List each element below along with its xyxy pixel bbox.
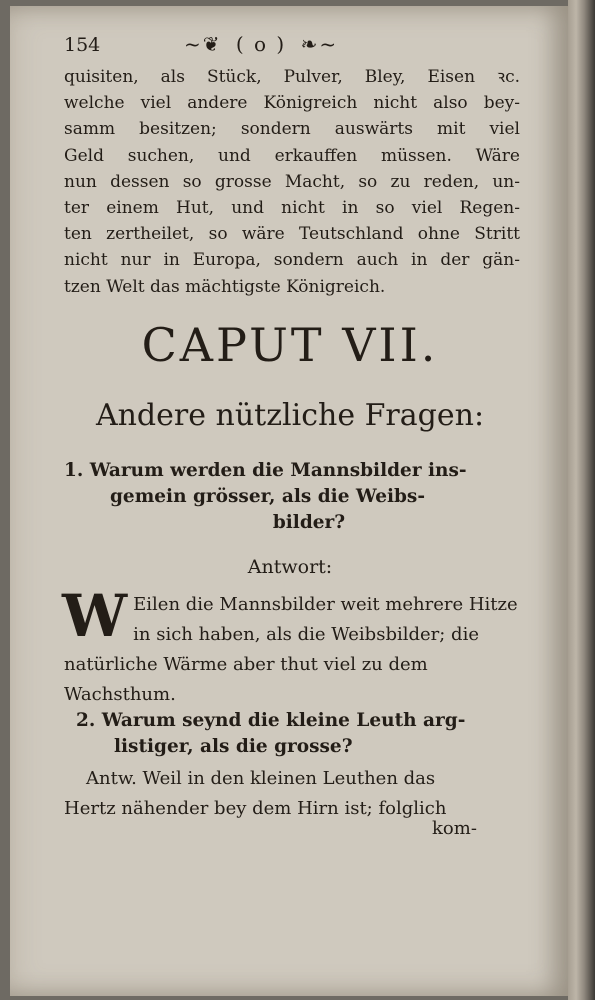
question-1-line: bilder? (272, 512, 346, 533)
body-line: welche viel andere Königreich nicht also bey- (64, 93, 520, 114)
body-line: ter einem Hut, und nicht in so viel Regen- (64, 198, 520, 219)
body-line: samm besitzen; sondern auswärts mit viel (64, 119, 520, 140)
ornament-right: ❧~ (300, 32, 339, 56)
page-edge (568, 0, 595, 1000)
answer-1 (62, 582, 520, 710)
answer-1-line: Wachsthum. (64, 684, 176, 705)
body-line: Geld suchen, und erkauffen müssen. Wäre (64, 145, 520, 166)
chapter-subtitle: Andere nützliche Fragen: (95, 398, 485, 433)
answer-1-line: natürliche Wärme aber thut viel zu dem (64, 654, 428, 675)
drop-cap: W (62, 582, 128, 650)
body-line: tzen Welt das mächtigste Königreich. (64, 276, 386, 297)
answer-label: Antwort: (247, 556, 333, 578)
body-line: ten zertheilet, so wäre Teutschland ohne Stritt (64, 224, 520, 245)
answer-2-line: Hertz nähender bey dem Hirn ist; folglich (64, 798, 447, 819)
page-number: 154 (64, 34, 101, 56)
answer-1-line: in sich haben, als die Weibsbilder; die (133, 624, 479, 645)
question-1-line: 1. Warum werden die Mannsbilder ins- (64, 460, 467, 481)
body-paragraph (64, 64, 520, 300)
running-header (64, 34, 524, 62)
body-line: nun dessen so grosse Macht, so zu reden, un- (64, 171, 520, 192)
answer-1-line: Eilen die Mannsbilder weit mehrere Hitze (133, 594, 518, 615)
body-line: nicht nur in Europa, sondern auch in der gän- (64, 250, 520, 271)
body-line: quisiten, als Stück, Pulver, Bley, Eisen ꝛc. (64, 67, 520, 87)
question-2 (64, 708, 524, 760)
answer-2-line: Antw. Weil in den kleinen Leuthen das (86, 768, 436, 789)
catchword: kom- (432, 818, 477, 839)
ornament-center: ( o ) (235, 32, 287, 56)
question-1-line: gemein grösser, als die Weibs- (110, 486, 426, 507)
question-2-line: listiger, als die grosse? (114, 736, 353, 757)
header-ornament (184, 32, 338, 56)
ornament-left: ~❦ (184, 32, 222, 56)
chapter-title: CAPUT VII. (141, 318, 439, 372)
answer-2 (64, 764, 520, 824)
question-1 (64, 458, 524, 536)
question-2-line: 2. Warum seynd die kleine Leuth arg- (76, 710, 466, 731)
